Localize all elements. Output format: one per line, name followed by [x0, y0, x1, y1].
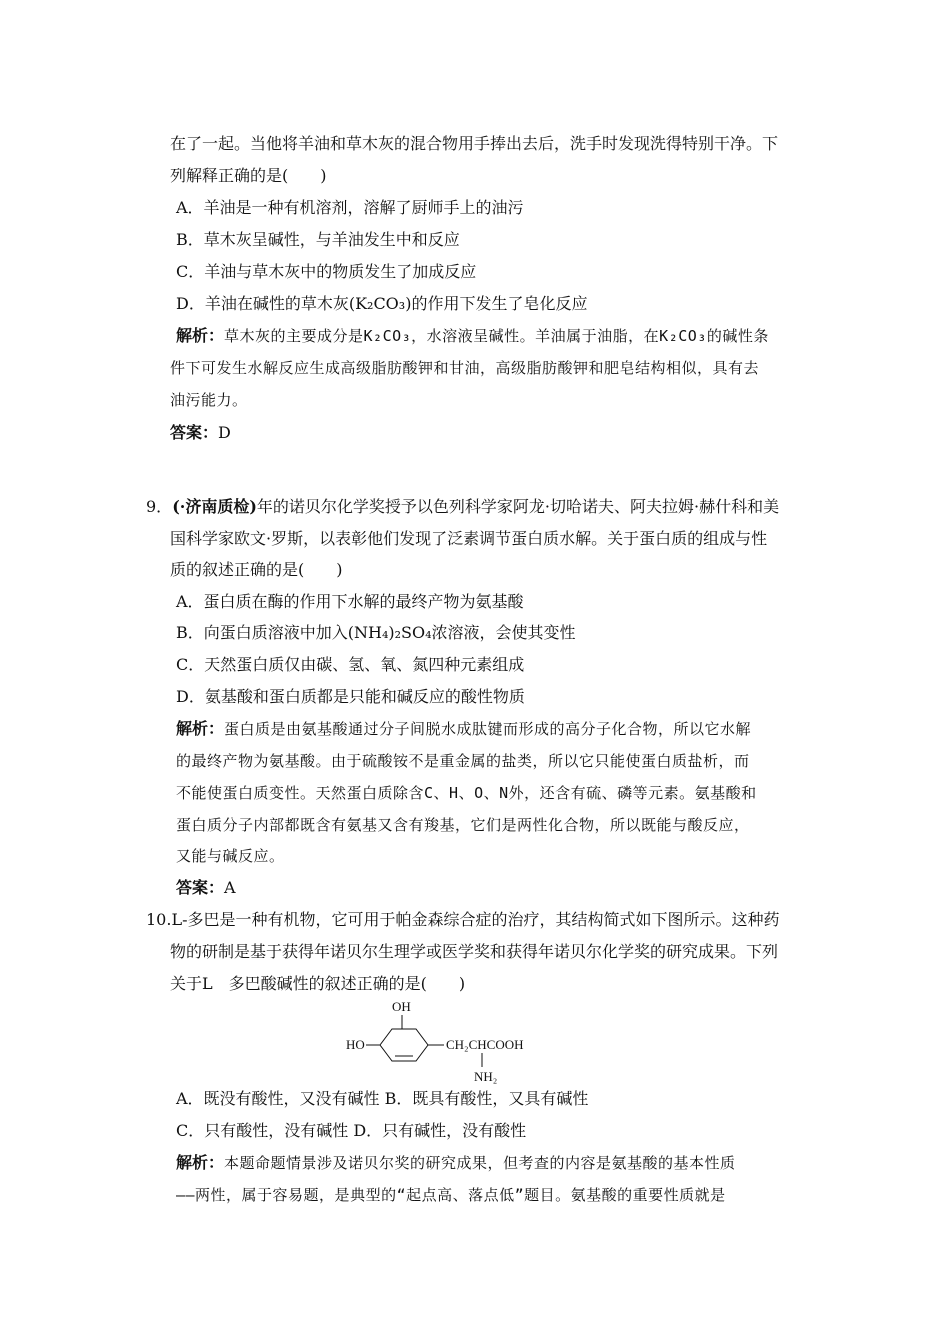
q9-analysis-line5: 又能与碱反应。 — [176, 847, 285, 865]
q8-analysis-label: 解析： — [176, 326, 225, 345]
q10-options-row1: A．既没有酸性，又没有碱性 B．既具有酸性，又具有碱性 — [176, 1089, 589, 1108]
q9-answer-value: A — [224, 878, 236, 897]
q9-analysis-label: 解析： — [176, 719, 225, 738]
q10-analysis-line2: ——两性，属于容易题，是典型的“起点高、落点低”题目。氨基酸的重要性质就是 — [176, 1186, 726, 1204]
q10-analysis-line1 — [176, 1153, 736, 1173]
q10-stem-line3: 关于L 多巴酸碱性的叙述正确的是( ) — [170, 974, 466, 993]
q8-analysis-line3: 油污能力。 — [170, 391, 248, 409]
structure-oh-top: OH — [392, 999, 411, 1014]
q9-analysis-line3: 不能使蛋白质变性。天然蛋白质除含C、H、O、N外，还含有硫、磷等元素。氨基酸和 — [176, 784, 757, 802]
q8-answer-value: D — [218, 423, 231, 442]
q9-analysis-line2: 的最终产物为氨基酸。由于硫酸铵不是重金属的盐类，所以它只能使蛋白质盐析，而 — [176, 752, 750, 770]
q9-stem-line2: 国科学家欧文·罗斯，以表彰他们发现了泛素调节蛋白质水解。关于蛋白质的组成与性 — [170, 529, 768, 548]
q9-option-a: A．蛋白质在酶的作用下水解的最终产物为氨基酸 — [176, 592, 524, 611]
q9-source: (·济南质检) — [172, 497, 257, 516]
q8-option-c: C．羊油与草木灰中的物质发生了加成反应 — [176, 262, 477, 281]
q9-answer-label: 答案： — [176, 878, 225, 897]
l-dopa-structure — [340, 995, 560, 1085]
q8-option-b: B．草木灰呈碱性，与羊油发生中和反应 — [176, 230, 460, 249]
q10-analysis-label: 解析： — [176, 1153, 225, 1172]
q10-analysis-text1: 本题命题情景涉及诺贝尔奖的研究成果，但考查的内容是氨基酸的基本性质 — [224, 1154, 736, 1172]
q9-analysis-line1 — [176, 719, 751, 739]
q9-stem-line3: 质的叙述正确的是( ) — [170, 560, 343, 579]
q8-stem-line2: 列解释正确的是( ) — [170, 166, 327, 185]
q8-option-a: A．羊油是一种有机溶剂，溶解了厨师手上的油污 — [176, 198, 524, 217]
q8-stem-line1: 在了一起。当他将羊油和草木灰的混合物用手捧出去后，洗手时发现洗得特别干净。下 — [170, 134, 779, 153]
q9-answer — [176, 878, 236, 898]
q8-analysis-line1 — [176, 326, 769, 346]
q8-answer-label: 答案： — [170, 423, 219, 442]
q10-stem-line2: 物的研制是基于获得年诺贝尔生理学或医学奖和获得年诺贝尔化学奖的研究成果。下列 — [170, 942, 779, 961]
structure-ho-left: HO — [346, 1037, 365, 1052]
q10-stem-line1: 10.L-多巴是一种有机物，它可用于帕金森综合症的治疗，其结构简式如下图所示。这种药 — [146, 910, 780, 929]
structure-side-chain: CH₂CHCOOH — [446, 1037, 524, 1052]
q9-stem-text1: 年的诺贝尔化学奖授予以色列科学家阿龙·切哈诺夫、阿夫拉姆·赫什科和美 — [256, 497, 780, 516]
q9-number: 9． — [146, 497, 173, 516]
q8-answer — [170, 423, 231, 443]
q9-stem-line1 — [146, 497, 779, 517]
structure-amine: NH₂ — [474, 1069, 498, 1084]
q8-option-d: D．羊油在碱性的草木灰(K₂CO₃)的作用下发生了皂化反应 — [176, 294, 588, 313]
q9-option-c: C．天然蛋白质仅由碳、氢、氧、氮四种元素组成 — [176, 655, 525, 674]
q10-options-row2: C．只有酸性，没有碱性 D．只有碱性，没有酸性 — [176, 1121, 527, 1140]
q9-analysis-text1: 蛋白质是由氨基酸通过分子间脱水成肽键而形成的高分子化合物，所以它水解 — [224, 720, 752, 738]
q9-analysis-line4: 蛋白质分子内部都既含有氨基又含有羧基，它们是两性化合物，所以既能与酸反应， — [176, 816, 750, 834]
q8-analysis-text1: 草木灰的主要成分是K₂CO₃，水溶液呈碱性。羊油属于油脂，在K₂CO₃的碱性条 — [224, 327, 769, 345]
q9-option-b: B．向蛋白质溶液中加入(NH₄)₂SO₄浓溶液，会使其变性 — [176, 623, 576, 642]
q8-analysis-line2: 件下可发生水解反应生成高级脂肪酸钾和甘油，高级脂肪酸钾和肥皂结构相似，具有去 — [170, 359, 760, 377]
q9-option-d: D．氨基酸和蛋白质都是只能和碱反应的酸性物质 — [176, 687, 525, 706]
